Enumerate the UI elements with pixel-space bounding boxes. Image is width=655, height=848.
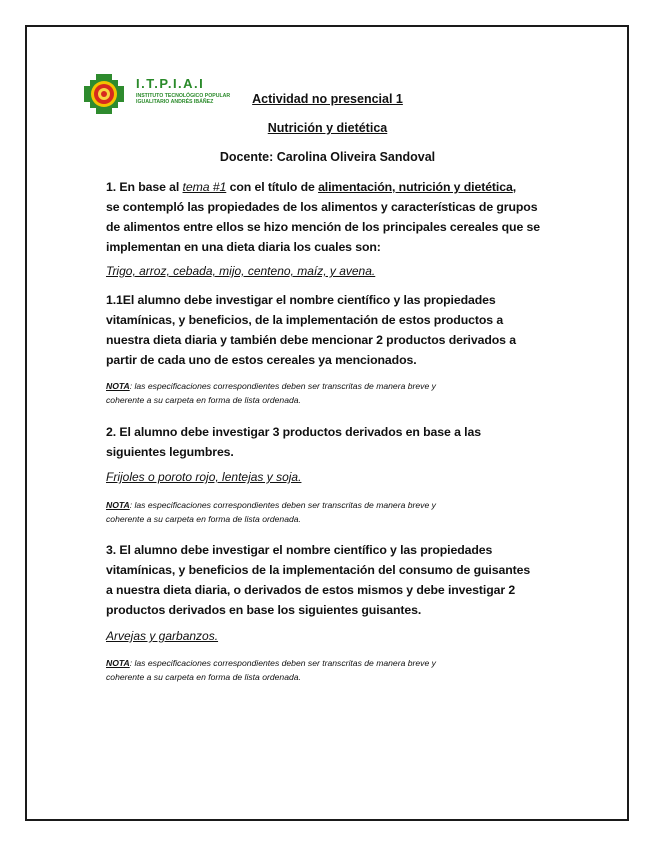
note-text: : las especificaciones correspondientes deben ser transcritas de manera breve y	[129, 381, 436, 391]
note-2	[106, 498, 566, 526]
section-3-line: 3. El alumno debe investigar el nombre científico y las propiedades	[106, 543, 493, 557]
note-label: NOTA	[106, 658, 130, 668]
section-1-1-line: nuestra dieta diaria y también debe mencionar 2 productos derivados a	[106, 333, 516, 347]
section-1-1-line: 1.1El alumno debe investigar el nombre científico y las propiedades	[106, 293, 496, 307]
note-text: : las especificaciones correspondientes deben ser transcritas de manera breve y	[129, 658, 436, 668]
logo-subtitle-line-2: IGUALITARIO ANDRÉS IBÁÑEZ	[136, 99, 214, 105]
note-label: NOTA	[106, 500, 130, 510]
logo-title: I.T.P.I.A.I	[136, 76, 205, 91]
section-1-1-paragraph	[106, 290, 566, 370]
note-text-line-2: coherente a su carpeta en forma de lista ordenada.	[106, 395, 301, 405]
legumes-list: Frijoles o poroto rojo, lentejas y soja.	[106, 470, 302, 484]
section-1-line: de alimentos entre ellos se hizo mención de los principales cereales que se	[106, 220, 540, 234]
section-1-1-line: partir de cada uno de estos cereales ya mencionados.	[106, 353, 417, 367]
section-1-intro: 1. En base al	[106, 180, 183, 194]
cereals-list: Trigo, arroz, cebada, mijo, centeno, maíz, y avena.	[106, 264, 376, 278]
subject-title: Nutrición y dietética	[267, 121, 388, 135]
section-3-paragraph	[106, 540, 566, 620]
section-3-line: a nuestra dieta diaria, o derivados de estos mismos y debe investigar 2	[106, 583, 516, 597]
section-2-paragraph	[106, 422, 566, 462]
topic-reference: tema #1	[182, 180, 227, 194]
note-text-line-2: coherente a su carpeta en forma de lista ordenada.	[106, 672, 301, 682]
note-3	[106, 656, 566, 684]
section-3-line: vitamínicas, y beneficios de la implementación del consumo de guisantes	[106, 563, 531, 577]
section-2-line: siguientes legumbres.	[106, 445, 234, 459]
section-1-line: se contempló las propiedades de los alimentos y características de grupos	[106, 200, 538, 214]
section-1-paragraph	[106, 177, 566, 257]
topic-title: alimentación, nutrición y dietética	[318, 180, 513, 194]
note-label: NOTA	[106, 381, 130, 391]
teacher-line: Docente: Carolina Oliveira Sandoval	[219, 150, 436, 164]
note-text-line-2: coherente a su carpeta en forma de lista ordenada.	[106, 514, 301, 524]
peas-list: Arvejas y garbanzos.	[106, 629, 219, 643]
section-3-line: productos derivados en base los siguientes guisantes.	[106, 603, 422, 617]
logo-subtitle-line-1: INSTITUTO TECNOLÓGICO POPULAR	[136, 93, 231, 99]
section-1-first-line	[106, 177, 566, 197]
section-1-intro-b: con el título de	[226, 180, 319, 194]
section-1-intro-c: ,	[512, 180, 517, 194]
section-2-line: 2. El alumno debe investigar 3 productos derivados en base a las	[106, 425, 481, 439]
activity-title: Actividad no presencial 1	[252, 92, 403, 106]
note-1	[106, 379, 566, 407]
section-1-1-line: vitamínicas, y beneficios, de la implementación de estos productos a	[106, 313, 504, 327]
note-text: : las especificaciones correspondientes deben ser transcritas de manera breve y	[129, 500, 436, 510]
section-1-line: implementan en una dieta diaria los cuales son:	[106, 240, 381, 254]
